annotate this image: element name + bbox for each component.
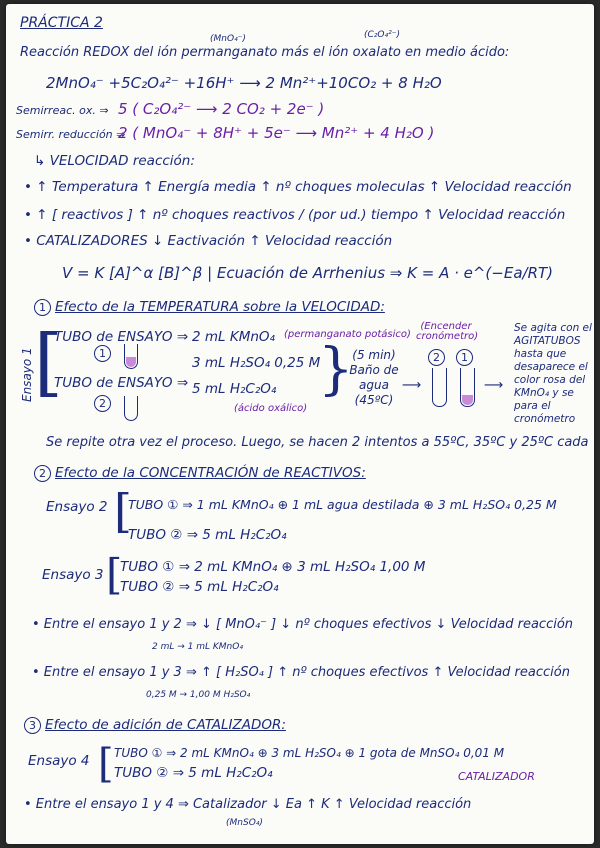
- comparison-1-4-note: (MnSO₄): [226, 818, 263, 828]
- section-2-heading: [34, 464, 366, 482]
- section-1-number: 1: [34, 299, 51, 316]
- tube-2-content-oxalic: 5 mL H₂C₂O₄: [192, 381, 277, 397]
- ensayo-3-tube-1: TUBO ① ⇒ 2 mL KMnO₄ ⊕ 3 mL H₂SO₄ 1,00 M: [120, 559, 426, 575]
- ensayo-4-brace: [: [98, 741, 114, 787]
- tube-2-drawing: [124, 396, 138, 421]
- section-3-heading: [24, 716, 286, 734]
- ensayo-2-brace: [: [114, 484, 132, 538]
- ensayo-4-tube-1: TUBO ① ⇒ 2 mL KMnO₄ ⊕ 3 mL H₂SO₄ ⊕ 1 gota de MnSO₄ 0,01 M: [114, 746, 505, 760]
- comparison-1-2-note: 2 mL → 1 mL KMnO₄: [152, 642, 243, 652]
- tube-1-label: TUBO de ENSAYO ⇒: [54, 329, 189, 345]
- tube-1-drawing: [124, 344, 138, 369]
- comparison-1-2: • Entre el ensayo 1 y 2 ⇒ ↓ [ MnO₄⁻ ] ↓ nº choques efectivos ↓ Velocidad reacción: [32, 617, 574, 632]
- section-2-title: Efecto de la CONCENTRACIÓN de REACTIVOS:: [55, 465, 366, 481]
- section-2-number: 2: [34, 465, 51, 482]
- section-3-number: 3: [24, 717, 41, 734]
- factor-catalysts: • CATALIZADORES ↓ Eactivación ↑ Velocidad reacción: [24, 233, 393, 249]
- notebook-page: [6, 4, 594, 844]
- ensayo-4-label: Ensayo 4: [28, 753, 90, 769]
- tube-2-note: (ácido oxálico): [234, 403, 308, 414]
- comparison-1-3: • Entre el ensayo 1 y 3 ⇒ ↑ [ H₂SO₄ ] ↑ nº choques efectivos ↑ Velocidad reacción: [32, 665, 570, 680]
- ensayo-2-label: Ensayo 2: [46, 499, 108, 515]
- intro-text: Reacción REDOX del ión permanganato más el ión oxalato en medio ácido:: [20, 45, 510, 60]
- tube-1-note: (permanganato potásico): [284, 329, 411, 340]
- mixed-tube-pink: [460, 368, 475, 407]
- ensayo-4-tube-2: TUBO ② ⇒ 5 mL H₂C₂O₄: [114, 765, 273, 781]
- section-1-title: Efecto de la TEMPERATURA sobre la VELOCIDAD:: [55, 299, 385, 315]
- catalyst-label: CATALIZADOR: [458, 770, 535, 783]
- velocity-heading: ↳ VELOCIDAD reacción:: [34, 153, 195, 169]
- comparison-1-3-note: 0,25 M → 1,00 M H₂SO₄: [146, 690, 251, 700]
- tube-2-content-acid: 3 mL H₂SO₄ 0,25 M: [192, 355, 321, 371]
- result-text: Se agita con el AGITATUBOS hasta que desaparece el color rosa del KMnO₄ y se para el cronómetro: [514, 322, 592, 425]
- arrhenius-equation: V = K [A]^α [B]^β | Ecuación de Arrhenius ⇒ K = A · e^(−Ea/RT): [62, 264, 554, 282]
- arrow-to-result: ⟶: [484, 377, 504, 393]
- reduction-half-reaction: 2 ( MnO₄⁻ + 8H⁺ + 5e⁻ ⟶ Mn²⁺ + 4 H₂O ): [118, 124, 435, 142]
- tube-2-label: TUBO de ENSAYO ⇒: [54, 375, 189, 391]
- reduction-label: Semirr. reducción ⇒: [16, 128, 126, 141]
- ensayo-1-side-label: Ensayo 1: [20, 347, 34, 402]
- tube-1-mix-number: 1: [456, 348, 477, 366]
- ensayo-3-brace: [: [106, 550, 123, 599]
- tube-2-number: 2: [94, 394, 115, 412]
- redox-reaction: 2MnO₄⁻ +5C₂O₄²⁻ +16H⁺ ⟶ 2 Mn²⁺+10CO₂ + 8 H₂O: [46, 74, 442, 92]
- ensayo-2-tube-1: TUBO ① ⇒ 1 mL KMnO₄ ⊕ 1 mL agua destilada ⊕ 3 mL H₂SO₄ 0,25 M: [128, 497, 557, 512]
- oxidation-label: Semirreac. ox. ⇒: [16, 104, 109, 117]
- page-title: PRÁCTICA 2: [20, 15, 103, 31]
- tube-1-number: 1: [94, 344, 115, 362]
- oxidation-half-reaction: 5 ( C₂O₄²⁻ ⟶ 2 CO₂ + 2e⁻ ): [118, 100, 325, 118]
- factor-concentration: • ↑ [ reactivos ] ↑ nº choques reactivos / (por ud.) tiempo ↑ Velocidad reacción: [24, 207, 566, 223]
- ensayo-1-brace: [: [34, 319, 63, 405]
- tube-1-content: 2 mL KMnO₄: [192, 329, 275, 345]
- mno4-label: (MnO₄⁻): [210, 34, 246, 44]
- mixed-tube-empty: [432, 368, 447, 407]
- factor-temperature: • ↑ Temperatura ↑ Energía media ↑ nº choques moleculas ↑ Velocidad reacción: [24, 179, 572, 195]
- chronometer-note: (Encender cronómetro): [416, 321, 479, 342]
- arrow-to-tubes: ⟶: [402, 377, 422, 393]
- ensayo-3-label: Ensayo 3: [42, 567, 104, 583]
- c2o4-label: (C₂O₄²⁻): [364, 30, 400, 40]
- bath-brace: }: [318, 337, 354, 402]
- section-3-title: Efecto de adición de CATALIZADOR:: [45, 717, 286, 733]
- ensayo-3-tube-2: TUBO ② ⇒ 5 mL H₂C₂O₄: [120, 579, 279, 595]
- tube-2-mix-number: 2: [428, 348, 449, 366]
- water-bath: (5 min) Baño de agua (45ºC): [349, 348, 399, 407]
- section-1-heading: [34, 298, 385, 316]
- repeat-text: Se repite otra vez el proceso. Luego, se hacen 2 intentos a 55ºC, 35ºC y 25ºC cada: [46, 435, 589, 450]
- comparison-1-4: • Entre el ensayo 1 y 4 ⇒ Catalizador ↓ Ea ↑ K ↑ Velocidad reacción: [24, 797, 472, 812]
- ensayo-2-tube-2: TUBO ② ⇒ 5 mL H₂C₂O₄: [128, 527, 287, 543]
